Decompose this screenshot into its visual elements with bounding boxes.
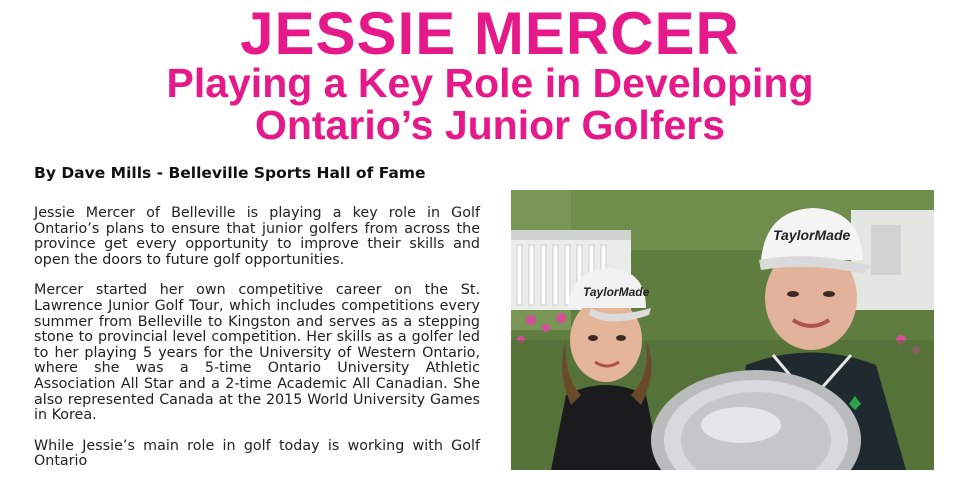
paragraph: Mercer started her own competitive career on the St. Lawrence Junior Golf Tour, which includes competitions every summer from Belleville to Kingston and serves as a stepping stone to provincial level competition. Her skills as a golfer led to her playing 5 years for the University of Western Ontario, where she was a 5-time Ontario University Athletic Association All Star and a 2-time Academic All Canadian. She also represented Canada at the 2015 World University Games in Korea. (34, 282, 480, 424)
paragraph: Jessie Mercer of Belleville is playing a key role in Golf Ontario’s plans to ensure that junior golfers from across the province get every opportunity to improve their skills and open the doors to future golf opportunities. (34, 205, 480, 268)
byline: By Dave Mills - Belleville Sports Hall of Fame (34, 164, 426, 182)
paragraph: While Jessie’s main role in golf today is working with Golf Ontario (34, 437, 480, 470)
golfers-photo (511, 190, 934, 470)
article-subtitle (0, 62, 980, 146)
article-title: JESSIE MERCER (240, 0, 740, 67)
article-body (34, 206, 480, 485)
cap-logo-left: TaylorMade (583, 285, 650, 299)
golfers-photo-illustration (511, 190, 934, 470)
subtitle-line-1: Playing a Key Role in Developing (166, 60, 814, 106)
subtitle-line-2: Ontario’s Junior Golfers (254, 102, 726, 148)
cap-logo-right: TaylorMade (773, 227, 851, 243)
